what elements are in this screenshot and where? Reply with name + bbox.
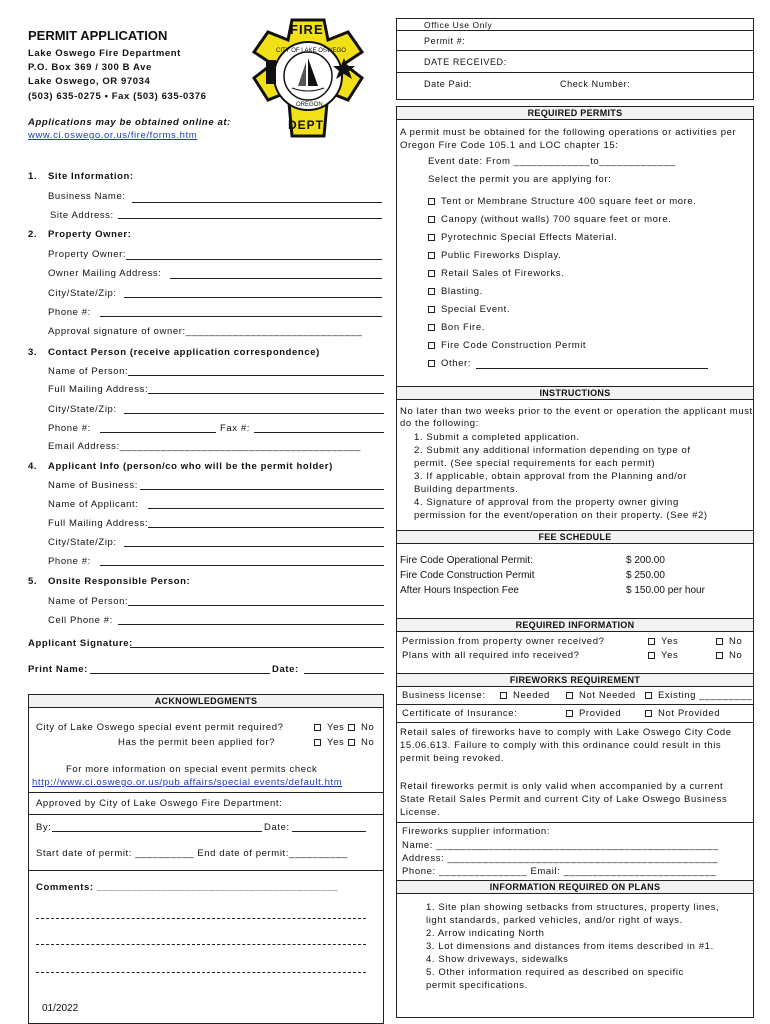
reqinfo-q2-yes[interactable]: [648, 650, 678, 661]
fee-label: Fire Code Construction Permit: [400, 570, 535, 581]
section-3-title: Contact Person (receive application correspondence): [48, 347, 320, 358]
reqinfo-q2: Plans with all required info received?: [402, 650, 580, 661]
business-name-label: Business Name:: [48, 191, 126, 202]
contact-mailing-label: Full Mailing Address:: [48, 384, 149, 395]
property-owner-label: Property Owner:: [48, 249, 127, 260]
permit-option[interactable]: [428, 304, 748, 322]
office-permit-label: Permit #:: [424, 36, 466, 46]
applicant-city-field[interactable]: [124, 546, 384, 547]
permit-option-label: Blasting.: [441, 286, 483, 297]
fireworks-compliance-text: Retail sales of fireworks have to comply with Lake Oswego City Code 15.06.613. Failure to comply with this ordinance could result in this permit being revoked.: [400, 727, 732, 764]
fee-schedule-header: FEE SCHEDULE: [396, 530, 754, 544]
fee-label: After Hours Inspection Fee: [400, 585, 519, 596]
fee-row: [400, 583, 750, 598]
plan-item: 1. Site plan showing setbacks from structures, property lines,: [426, 902, 720, 913]
insurance-label: Certificate of Insurance:: [402, 708, 518, 719]
office-date-paid-label: Date Paid:: [424, 79, 473, 89]
supplier-name-field[interactable]: Name: ________________________________________________: [402, 840, 719, 851]
permit-option-label: Other:: [441, 358, 471, 369]
existing-label: Existing _________: [658, 690, 753, 701]
yes-label: Yes: [661, 650, 679, 661]
checkbox-icon: [428, 306, 435, 313]
print-name-field[interactable]: [90, 673, 270, 674]
ack-date-label: Date:: [264, 822, 290, 833]
checkbox-icon: [716, 652, 723, 659]
checkbox-icon: [428, 324, 435, 331]
footer-date: 01/2022: [42, 1003, 79, 1014]
yes-label: Yes: [661, 636, 679, 647]
section-2-title: Property Owner:: [48, 229, 132, 240]
ack-q1-no[interactable]: [348, 722, 374, 733]
reqinfo-q1-yes[interactable]: [648, 636, 678, 647]
section-1-number: 1.: [28, 171, 38, 182]
applicant-business-label: Name of Business:: [48, 480, 138, 491]
instruction-step: 3. If applicable, obtain approval from the Planning and/or: [414, 471, 687, 482]
logo-sub-text: OREGON: [296, 102, 323, 108]
comments-line[interactable]: [36, 972, 366, 973]
logo-top-text: FIRE: [290, 22, 324, 37]
permit-option[interactable]: [428, 214, 748, 232]
checkbox-icon: [500, 692, 507, 699]
section-5-title: Onsite Responsible Person:: [48, 576, 191, 587]
acknowledgments-header: ACKNOWLEDGMENTS: [28, 694, 384, 708]
select-permit-note: Select the permit you are applying for:: [428, 174, 612, 185]
plan-item: 5. Other information required as described on specific: [426, 967, 684, 978]
checkbox-icon: [428, 360, 435, 367]
instruction-step: permission for the event/operation on their property. (See #2): [414, 510, 708, 521]
permit-option[interactable]: [428, 250, 748, 268]
contact-name-label: Name of Person:: [48, 366, 129, 377]
comments-line[interactable]: [36, 918, 366, 919]
section-5-number: 5.: [28, 576, 38, 587]
plans-header: INFORMATION REQUIRED ON PLANS: [396, 880, 754, 894]
reqinfo-q2-no[interactable]: [716, 650, 742, 661]
office-use-title: Office Use Only: [424, 20, 493, 30]
checkbox-icon: [428, 198, 435, 205]
contact-mailing-field[interactable]: [148, 393, 384, 394]
permit-option[interactable]: [428, 232, 748, 250]
owner-city-label: City/State/Zip:: [48, 288, 117, 299]
license-needed[interactable]: [500, 690, 550, 701]
checkbox-icon: [428, 252, 435, 259]
section-2-number: 2.: [28, 229, 38, 240]
fee-value: $ 250.00: [626, 570, 665, 581]
fire-dept-logo: [252, 18, 364, 138]
permit-option-label: Special Event.: [441, 304, 511, 315]
permit-option-label: Pyrotechnic Special Effects Material.: [441, 232, 618, 243]
contact-fax-label: Fax #:: [220, 423, 250, 434]
onsite-cell-field[interactable]: [118, 624, 384, 625]
instruction-step: 2. Submit any additional information depending on type of: [414, 445, 691, 456]
contact-fax-field[interactable]: [254, 432, 384, 433]
no-label: No: [729, 636, 743, 647]
applicant-phone-field[interactable]: [100, 565, 384, 566]
onsite-cell-label: Cell Phone #:: [48, 615, 113, 626]
print-name-label: Print Name:: [28, 664, 88, 675]
ack-q2: Has the permit been applied for?: [118, 737, 276, 748]
checkbox-icon: [314, 739, 321, 746]
other-permit-field[interactable]: [476, 368, 708, 369]
fireworks-header: FIREWORKS REQUIREMENT: [396, 673, 754, 687]
owner-city-field[interactable]: [124, 297, 382, 298]
supplier-phone-email-field[interactable]: Phone: _______________ Email: __________________________: [402, 866, 717, 877]
insurance-provided[interactable]: [566, 708, 621, 719]
property-owner-field[interactable]: [126, 259, 382, 260]
applicant-city-label: City/State/Zip:: [48, 537, 117, 548]
fee-value: $ 150.00 per hour: [626, 585, 705, 596]
checkbox-icon: [348, 739, 355, 746]
owner-mailing-field[interactable]: [170, 278, 382, 279]
event-date[interactable]: Event date: From _____________to_____________: [428, 156, 676, 167]
logo-bottom-text: DEPT.: [288, 118, 328, 132]
license-not-needed[interactable]: [566, 690, 636, 701]
section-4-title: Applicant Info (person/co who will be the permit holder): [48, 461, 333, 472]
page-title: PERMIT APPLICATION: [28, 28, 168, 43]
not-needed-label: Not Needed: [579, 690, 636, 701]
insurance-not-provided[interactable]: [645, 708, 720, 719]
checkbox-icon: [645, 692, 652, 699]
comments-line[interactable]: [36, 944, 366, 945]
applicant-signature-field[interactable]: [130, 647, 384, 648]
permit-option-label: Public Fireworks Display.: [441, 250, 562, 261]
permit-option-label: Retail Sales of Fireworks.: [441, 268, 565, 279]
contact-email-field[interactable]: Email Address:_________________________________________: [48, 441, 361, 452]
fee-table: [400, 553, 750, 598]
dept-address-2: Lake Oswego, OR 97034: [28, 76, 151, 87]
checkbox-icon: [645, 710, 652, 717]
date-label: Date:: [272, 664, 299, 675]
checkbox-icon: [648, 652, 655, 659]
ack-q2-no[interactable]: [348, 737, 374, 748]
owner-mailing-label: Owner Mailing Address:: [48, 268, 162, 279]
office-check-label: Check Number:: [560, 79, 631, 89]
dept-name: Lake Oswego Fire Department: [28, 48, 181, 59]
applicant-mailing-label: Full Mailing Address:: [48, 518, 149, 529]
section-4-number: 4.: [28, 461, 38, 472]
instruction-step: 1. Submit a completed application.: [414, 432, 580, 443]
instructions-steps: [414, 431, 754, 522]
plan-item: light standards, parked vehicles, and/or right of ways.: [426, 915, 683, 926]
no-label: No: [361, 722, 375, 733]
plan-item: 4. Show driveways, sidewalks: [426, 954, 569, 965]
applicant-name-label: Name of Applicant:: [48, 499, 139, 510]
permit-option[interactable]: [428, 196, 748, 214]
fee-value: $ 200.00: [626, 555, 665, 566]
not-provided-label: Not Provided: [658, 708, 721, 719]
onsite-name-label: Name of Person:: [48, 596, 129, 607]
instruction-step: 4. Signature of approval from the property owner giving: [414, 497, 679, 508]
instructions-header: INSTRUCTIONS: [396, 386, 754, 400]
reqinfo-q1-no[interactable]: [716, 636, 742, 647]
permit-option-other[interactable]: [428, 358, 748, 376]
special-events-link[interactable]: http://www.ci.oswego.or.us/pub affairs/special events/default.htm: [32, 777, 343, 788]
plan-item: permit specifications.: [426, 980, 528, 991]
ack-date-field[interactable]: [292, 831, 366, 832]
office-date-received-label: DATE RECEIVED:: [424, 57, 507, 67]
owner-approval-signature[interactable]: Approval signature of owner:______________________________: [48, 326, 363, 337]
permit-option[interactable]: [428, 268, 748, 286]
forms-link[interactable]: www.ci.oswego.or.us/fire/forms.htm: [28, 130, 198, 141]
checkbox-icon: [314, 724, 321, 731]
ack-by-field[interactable]: [52, 831, 262, 832]
onsite-name-field[interactable]: [128, 605, 384, 606]
checkbox-icon: [348, 724, 355, 731]
ack-by-label: By:: [36, 822, 52, 833]
applicant-phone-label: Phone #:: [48, 556, 91, 567]
owner-phone-label: Phone #:: [48, 307, 91, 318]
permit-option-label: Fire Code Construction Permit: [441, 340, 587, 351]
provided-label: Provided: [579, 708, 622, 719]
dept-phone: (503) 635-0275 • Fax (503) 635-0376: [28, 91, 207, 102]
ack-start-end[interactable]: Start date of permit: __________ End date of permit:__________: [36, 848, 348, 859]
permit-option-label: Canopy (without walls) 700 square feet or more.: [441, 214, 672, 225]
plan-item: 2. Arrow indicating North: [426, 928, 545, 939]
section-3-number: 3.: [28, 347, 38, 358]
ack-more-info: For more information on special event permits check: [66, 764, 318, 775]
permit-option-label: Bon Fire.: [441, 322, 485, 333]
fee-label: Fire Code Operational Permit:: [400, 555, 533, 566]
yes-label: Yes: [327, 722, 345, 733]
section-1-title: Site Information:: [48, 171, 134, 182]
applicant-name-field[interactable]: [148, 508, 384, 509]
checkbox-icon: [428, 216, 435, 223]
reqinfo-q1: Permission from property owner received?: [402, 636, 605, 647]
permit-option[interactable]: [428, 286, 748, 304]
online-note: Applications may be obtained online at:: [28, 117, 231, 128]
checkbox-icon: [428, 288, 435, 295]
checkbox-icon: [648, 638, 655, 645]
supplier-info-label: Fireworks supplier information:: [402, 826, 550, 837]
checkbox-icon: [716, 638, 723, 645]
no-label: No: [361, 737, 375, 748]
contact-city-label: City/State/Zip:: [48, 404, 117, 415]
applicant-mailing-field[interactable]: [148, 527, 384, 528]
contact-name-field[interactable]: [128, 375, 384, 376]
needed-label: Needed: [513, 690, 550, 701]
permit-list: [428, 196, 748, 376]
applicant-business-field[interactable]: [140, 489, 384, 490]
checkbox-icon: [566, 710, 573, 717]
site-address-field[interactable]: [118, 218, 382, 219]
ack-approved: Approved by City of Lake Oswego Fire Department:: [36, 798, 283, 809]
plan-item: 3. Lot dimensions and distances from items described in #1.: [426, 941, 714, 952]
dept-address-1: P.O. Box 369 / 300 B Ave: [28, 62, 152, 73]
business-name-field[interactable]: [132, 202, 382, 203]
site-address-label: Site Address:: [50, 210, 114, 221]
permit-option-label: Tent or Membrane Structure 400 square feet or more.: [441, 196, 697, 207]
fireworks-validity-text: Retail fireworks permit is only valid when accompanied by a current State Retail Sales Permit and current City of Lake Oswego Business License.: [400, 781, 728, 818]
required-permits-header: REQUIRED PERMITS: [396, 106, 754, 120]
required-info-header: REQUIRED INFORMATION: [396, 618, 754, 632]
ack-comments[interactable]: Comments: _________________________________________: [36, 882, 339, 893]
applicant-signature-label: Applicant Signature:: [28, 638, 133, 649]
business-license-label: Business license:: [402, 690, 486, 701]
logo-ring-text: CITY OF LAKE OSWEGO: [276, 48, 346, 54]
plans-list: [426, 901, 750, 992]
fee-row: [400, 553, 750, 568]
yes-label: Yes: [327, 737, 345, 748]
permit-option[interactable]: [428, 340, 748, 358]
license-existing[interactable]: [645, 690, 752, 701]
date-field[interactable]: [304, 673, 384, 674]
owner-phone-field[interactable]: [100, 316, 382, 317]
contact-phone-label: Phone #:: [48, 423, 91, 434]
ack-q2-yes[interactable]: [314, 737, 344, 748]
fee-row: [400, 568, 750, 583]
contact-city-field[interactable]: [124, 413, 384, 414]
required-intro: A permit must be obtained for the following operations or activities per Oregon Fire Code 105.1 and LOC chapter 15:: [400, 127, 737, 151]
instruction-step: Building departments.: [414, 484, 519, 495]
checkbox-icon: [428, 234, 435, 241]
instructions-intro: No later than two weeks prior to the event or operation the applicant must do the following:: [400, 406, 753, 429]
ack-q1-yes[interactable]: [314, 722, 344, 733]
supplier-address-field[interactable]: Address: ______________________________________________: [402, 853, 719, 864]
checkbox-icon: [428, 342, 435, 349]
ack-q1: City of Lake Oswego special event permit required?: [36, 722, 284, 733]
no-label: No: [729, 650, 743, 661]
checkbox-icon: [428, 270, 435, 277]
instruction-step: permit. (See special requirements for each permit): [414, 458, 656, 469]
contact-phone-field[interactable]: [100, 432, 216, 433]
permit-option[interactable]: [428, 322, 748, 340]
checkbox-icon: [566, 692, 573, 699]
